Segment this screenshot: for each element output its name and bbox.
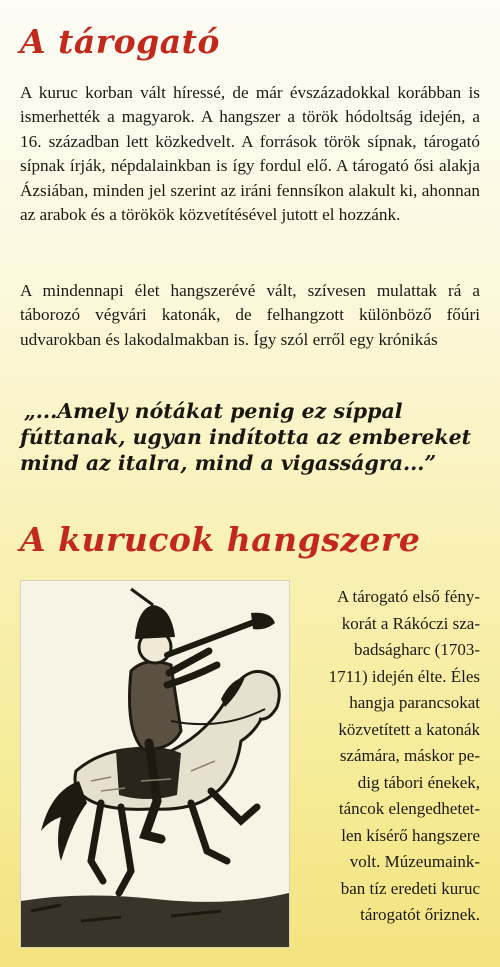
text-line: számára, máskor pe- xyxy=(339,746,480,765)
section-title-kurucok-hangszere: A kurucok hangszere xyxy=(20,520,421,559)
quote-line: fúttanak, ugyan indította az embereket xyxy=(20,425,472,449)
quote-line: mind az italra, mind a vigasságra...” xyxy=(20,451,437,475)
text-line: táncok elengedhetet- xyxy=(338,799,480,818)
text-line: A tárogató első fény- xyxy=(336,587,480,606)
kuruc-instrument-text xyxy=(302,584,480,929)
text-line: hangja parancsokat xyxy=(349,693,480,712)
intro-paragraph: A kuruc korban vált híressé, de már évszázadokkal korábban is ismerhették a magyarok. A hangszer a török hódoltság idején, a 16. században lett közkedvelt. A források török sípnak, tárogató sípnak írják, népdalainkban is így fordul elő. A tárogató ősi alakja Ázsiában, minden jel szerint az iráni fennsíkon alakult ki, ahonnan az arabok és a törökök közvetítésével jutott el hozzánk. xyxy=(20,83,480,225)
text-line: len kísérő hangszere xyxy=(341,825,480,845)
text-line: tárogatót őriznek. xyxy=(360,905,480,924)
quote-line: „...Amely nótákat penig ez síppal xyxy=(24,399,403,423)
kuruc-horseman-illustration xyxy=(20,580,290,948)
text-line: ban tíz eredeti kuruc xyxy=(340,878,480,898)
chronicle-quote xyxy=(20,398,490,476)
second-paragraph: A mindennapi élet hangszerévé vált, szívesen mulattak rá a táborozó végvári katonák, de felhangzott különböző főúri udvarokban és lakodalmakban is. Így szól erről egy krónikás xyxy=(20,281,480,349)
text-line: dig tábori énekek, xyxy=(357,772,480,792)
text-line: badságharc (1703- xyxy=(353,640,480,659)
section-title-tarogato: A tárogató xyxy=(20,22,220,61)
text-line: közvetített a katonák xyxy=(338,719,480,739)
text-line: korát a Rákóczi sza- xyxy=(341,613,480,633)
text-line: 1711) idején élte. Éles xyxy=(328,666,480,686)
text-line: volt. Múzeumaink- xyxy=(349,852,480,871)
